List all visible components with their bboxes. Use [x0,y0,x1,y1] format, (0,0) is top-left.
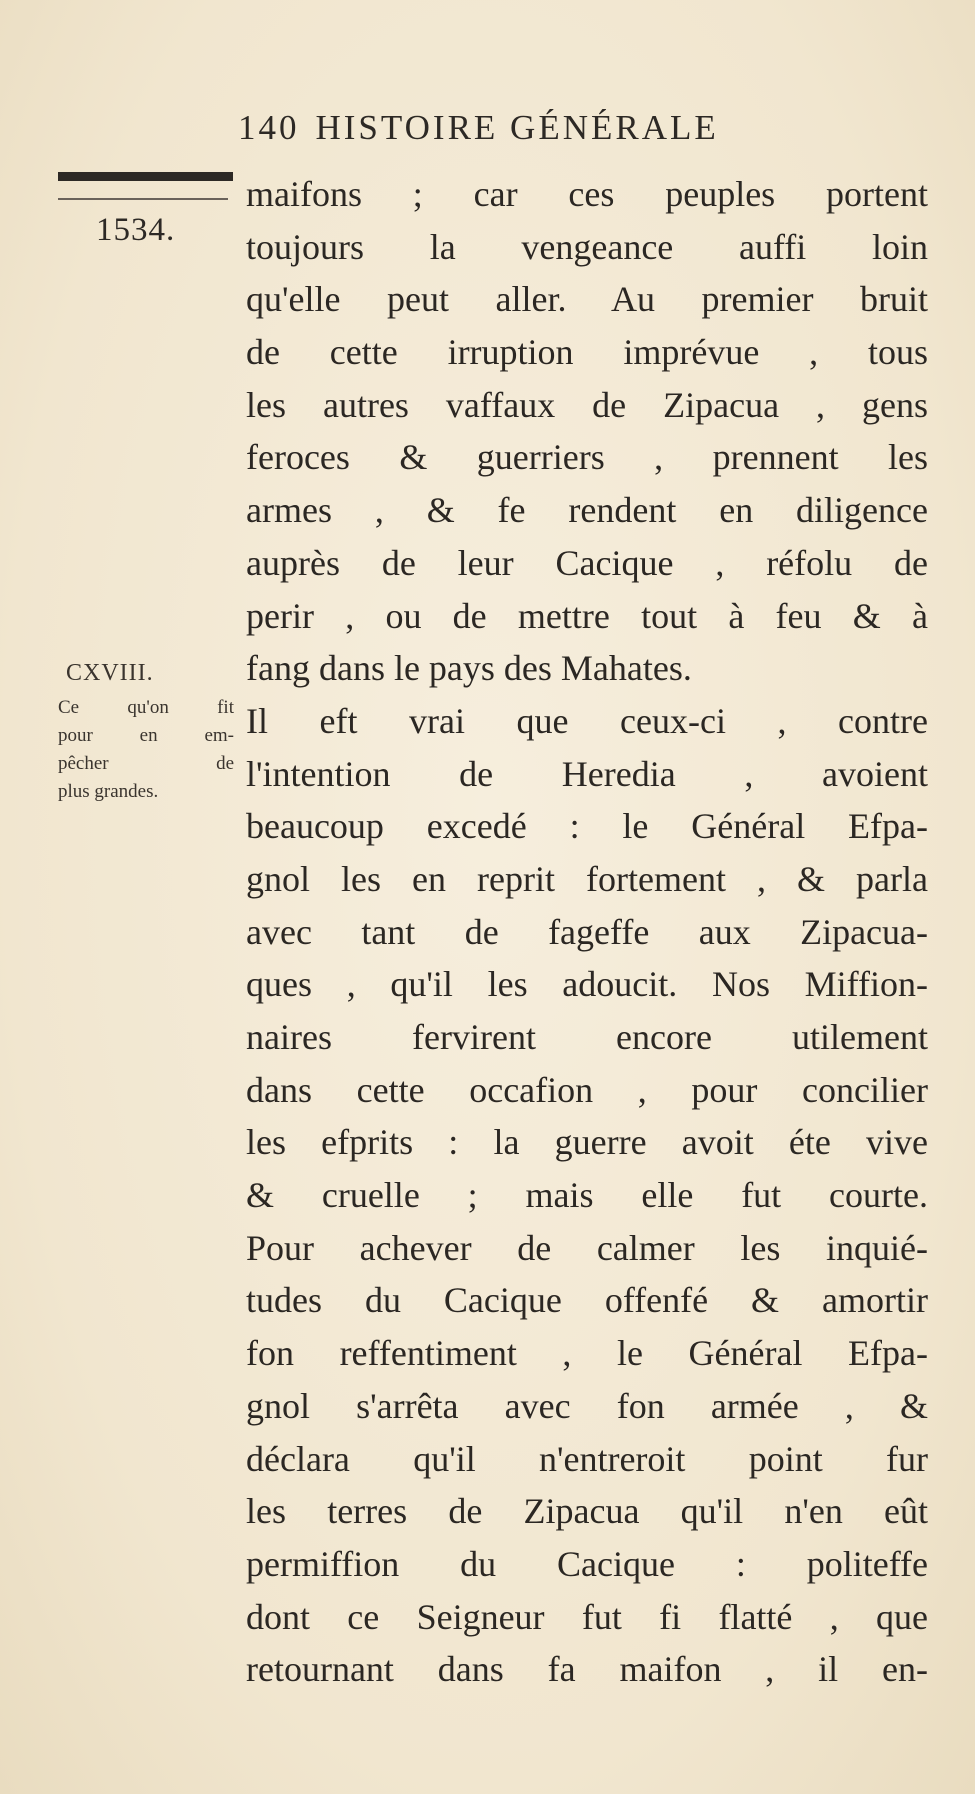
page-number: 140 [238,108,300,147]
text-line: perir , ou de mettre tout à feu & à [246,595,928,636]
text-line: beaucoup excedé : le Général Efpa- [246,806,928,847]
text-line: tudes du Cacique offenfé & amortir [246,1280,928,1321]
text-line: les autres vaffaux de Zipacua , gens [246,384,928,425]
text-line: feroces & guerriers , prennent les [246,437,928,478]
text-line: Pour achever de calmer les inquié- [246,1227,928,1268]
text-line: maifons ; car ces peuples portent [246,174,928,214]
text-line: naires fervirent encore utilement [246,1017,928,1057]
text-line: l'intention de Heredia , avoient [246,753,928,794]
text-line: de cette irruption imprévue , tous [246,332,928,373]
margin-note-line: Ce qu'on fit [58,697,234,718]
body-text [246,168,928,1696]
ornamental-rule [58,172,233,181]
text-line: armes , & fe rendent en diligence [246,490,928,531]
margin-note-line: pour en em- [58,725,234,746]
text-line: Il eft vrai que ceux-ci , contre [246,700,928,741]
margin-note-line: pêcher de [58,753,234,774]
text-line: qu'elle peut aller. Au premier bruit [246,279,928,320]
running-title: HISTOIRE GÉNÉRALE [315,108,719,147]
running-header [238,108,719,148]
text-line: les terres de Zipacua qu'il n'en eût [246,1491,928,1532]
text-line: & cruelle ; mais elle fut courte. [246,1175,928,1216]
text-line: les efprits : la guerre avoit éte vive [246,1122,928,1163]
margin-note [58,694,234,806]
text-line: retournant dans fa maifon , il en- [246,1649,928,1690]
text-line: ques , qu'il les adoucit. Nos Miffion- [246,964,928,1005]
text-line: toujours la vengeance auffi loin [246,226,928,267]
text-line: permiffion du Cacique : politeffe [246,1543,928,1584]
text-line: auprès de leur Cacique , réfolu de [246,542,928,583]
text-line: déclara qu'il n'entreroit point fur [246,1438,928,1479]
text-line: avec tant de fageffe aux Zipacua- [246,911,928,952]
margin-year: 1534. [96,212,176,248]
text-line: dans cette occafion , pour concilier [246,1069,928,1110]
text-line: fon reffentiment , le Général Efpa- [246,1333,928,1374]
text-line: fang dans le pays des Mahates. [246,648,692,689]
section-number: CXVIII. [66,660,154,686]
thin-rule [58,198,228,200]
text-line: gnol les en reprit fortement , & parla [246,858,928,899]
margin-note-line: plus grandes. [58,781,159,802]
text-line: gnol s'arrêta avec fon armée , & [246,1385,928,1426]
text-line: dont ce Seigneur fut fi flatté , que [246,1596,928,1637]
